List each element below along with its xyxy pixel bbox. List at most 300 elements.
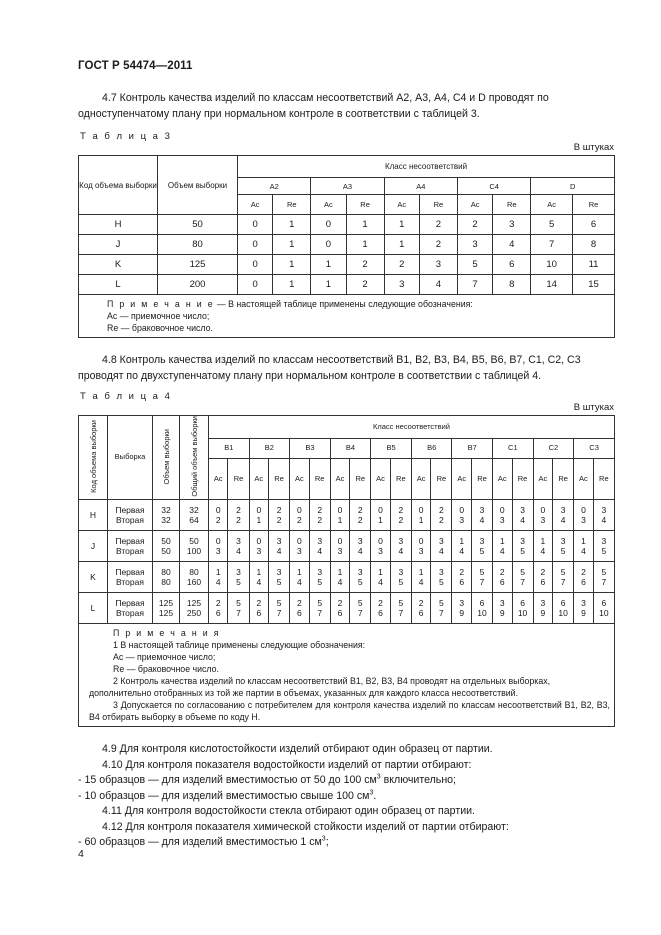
table4-cell-value-second: 4: [499, 546, 505, 557]
table4-cell-value-first: 5: [236, 597, 241, 608]
table4-cell-value-second: 4: [479, 515, 485, 526]
table4-cell-value-first: 2: [297, 597, 302, 608]
table3-cell-value: 4: [419, 275, 457, 295]
table4-cell-value-second: 4: [459, 546, 465, 557]
table4-ac-header: Ac: [411, 458, 430, 500]
table4-class-header: С2: [533, 438, 574, 458]
table4-cell-value-first: 5: [398, 597, 404, 608]
table4-cell-value-first: 2: [378, 597, 383, 608]
table3-cell-value: 6: [573, 215, 615, 235]
table4-cell-value: [350, 500, 371, 531]
table4-cell-value-second: 2: [297, 515, 302, 526]
table4-cell-code: K: [79, 562, 108, 593]
table4-cell-size-first: 125: [158, 597, 174, 608]
table4-cell-value: [431, 500, 452, 531]
table4-cell-value: [309, 562, 330, 593]
table4-cell-value-first: 6: [560, 597, 566, 608]
table3-cell-value: 1: [311, 255, 346, 275]
table4-cell-value-first: 3: [439, 535, 444, 546]
table4-cell-value-second: 7: [317, 608, 323, 619]
table4-cell-value-second: 10: [517, 608, 528, 619]
table3-cell-value: 1: [273, 235, 311, 255]
table4-cell-value: [309, 531, 330, 562]
table4-cell-value-second: 2: [276, 515, 282, 526]
table4-cell-sample-first: Первая: [115, 566, 145, 577]
table3-cell-code: L: [79, 275, 158, 295]
table4-cell-value-first: 1: [418, 566, 424, 577]
table4-cell-value-second: 7: [439, 608, 444, 619]
table4-cell-value-second: 10: [599, 608, 609, 619]
table4-cell-value-first: 3: [520, 504, 525, 515]
table4-cell-value-second: 3: [540, 515, 546, 526]
table4-cell-value-second: 1: [418, 515, 424, 526]
table4-cell-value: [371, 500, 390, 531]
paragraph-4-12-item-a: - 60 образцов — для изделий вместимостью 1 $см^3$;: [78, 835, 329, 848]
table4-cell-value-first: 2: [398, 504, 404, 515]
table4-cell-value: [330, 562, 349, 593]
table4-cell-value-first: 2: [215, 597, 221, 608]
table3-cell-value: 1: [384, 215, 419, 235]
table3-cell-value: 1: [273, 275, 311, 295]
table4-row: [79, 562, 615, 593]
table4-cell-value: [411, 500, 430, 531]
table4-cell-value-first: 0: [418, 535, 424, 546]
table4-cell-size-second: 32: [161, 515, 171, 526]
table3-cell-value: 0: [238, 235, 273, 255]
table4-cell-size-first: 80: [161, 566, 171, 577]
table4-cell-value-first: 1: [459, 535, 465, 546]
table4-cell-sample-second: Вторая: [116, 515, 144, 526]
table4-cell-total-second: 100: [186, 546, 202, 557]
table4-cell-value-first: 0: [215, 504, 221, 515]
table4-cell-value-first: 5: [317, 597, 323, 608]
table3-cell-value: 2: [419, 215, 457, 235]
table4-re-header: Re: [512, 458, 533, 500]
table4-cell-value: [330, 593, 349, 624]
table4-notes: П р и м е ч а н и я 1 В настоящей таблице применены следующие обозначения: Ac — приемочное число; Re — браковочное число. 2 Контроль качества изделий по классам несоответствий В1, В2, В3, В4 проводят на отдельных выборках, дополнительно отобранных из той же партии в объемах, указанных для каждого класса несоответствий. 3 Допускается по согласованию с потребителем для контроля качества изделий по классам несоответствий В1, В2, В3, В4 отбирать выборку в объеме по коду Н.: [79, 624, 615, 727]
table4-class-header: В1: [209, 438, 250, 458]
table4-cell-value-first: 0: [378, 504, 383, 515]
table4-cell-value: [493, 531, 512, 562]
table4-cell-value-first: 2: [317, 504, 323, 515]
table3-cell-value: 7: [457, 275, 492, 295]
table4-cell-value: [290, 593, 309, 624]
table-3: [78, 155, 615, 338]
table4-cell-value-first: 0: [297, 504, 302, 515]
table4-ac-header: Ac: [209, 458, 228, 500]
table4-cell-value-first: 2: [418, 597, 424, 608]
table4-cell-code: H: [79, 500, 108, 531]
table3-cell-value: 2: [346, 255, 384, 275]
table4-cell-total-first: 80: [189, 566, 199, 577]
table3-cell-value: 8: [573, 235, 615, 255]
table4-cell-value: [452, 562, 471, 593]
table4-cell-sample-first: Первая: [115, 535, 145, 546]
table4-cell-value-first: 0: [256, 504, 262, 515]
table4-cell-value: [574, 531, 593, 562]
table4-cell-value-first: 3: [520, 535, 525, 546]
table4-cell-value-first: 3: [398, 566, 404, 577]
table4-cell-value-first: 3: [357, 566, 363, 577]
table4-cell-value-first: 2: [581, 566, 586, 577]
table4-cell-value-first: 5: [601, 566, 607, 577]
table4-cell-value: [452, 593, 471, 624]
table4-re-header: Re: [553, 458, 574, 500]
table4-cell-size: [153, 500, 180, 531]
table3-header-class: Класс несоответствий: [238, 156, 615, 178]
table3-class-header: А2: [238, 178, 311, 195]
paragraph-4-10: 4.10 Для контроля показателя водостойкости изделий от партии отбирают:: [102, 758, 472, 771]
table4-cell-value-second: 7: [560, 577, 566, 588]
table4-cell-value: [269, 500, 290, 531]
table4-units: В штуках: [573, 402, 614, 413]
table4-cell-value: [371, 531, 390, 562]
table4-cell-value-second: 4: [581, 546, 586, 557]
table3-cell-value: 3: [384, 275, 419, 295]
table4-cell-value-first: 1: [256, 566, 262, 577]
table4-cell-value: [228, 531, 249, 562]
table4-cell-value-second: 3: [215, 546, 221, 557]
table4-cell-value-first: 1: [378, 566, 383, 577]
table4-cell-total: [180, 593, 209, 624]
table4-cell-value: [371, 562, 390, 593]
table4-re-header: Re: [269, 458, 290, 500]
table3-caption: Т а б л и ц а 3: [80, 131, 172, 142]
table4-cell-value-first: 3: [479, 535, 485, 546]
paragraph-4-7: 4.7 Контроль качества изделий по классам несоответствий А2, А3, А4, С4 и D проводят по одноступенчатому плану при нормальном контроле в соответствии с таблицей 3.: [78, 92, 549, 120]
table4-cell-sample-first: Первая: [115, 504, 145, 515]
table4-cell-value-second: 4: [317, 546, 323, 557]
table4-cell-value-second: 5: [276, 577, 282, 588]
table4-ac-header: Ac: [371, 458, 390, 500]
table4-cell-value-second: 2: [357, 515, 363, 526]
table4-re-header: Re: [350, 458, 371, 500]
table4-cell-value-second: 3: [256, 546, 262, 557]
table3-cell-value: 3: [493, 215, 531, 235]
table4-cell-value-first: 3: [459, 597, 465, 608]
table3-row: [79, 275, 615, 295]
table4-cell-total-second: 160: [186, 577, 202, 588]
table4-cell-code: L: [79, 593, 108, 624]
table4-re-header: Re: [471, 458, 492, 500]
table4-cell-value: [493, 500, 512, 531]
table4-cell-value: [512, 562, 533, 593]
table4-cell-value-first: 1: [581, 535, 586, 546]
table4-class-header: В7: [452, 438, 493, 458]
table4-class-header: С1: [493, 438, 534, 458]
table4-cell-value-second: 1: [378, 515, 383, 526]
table4-cell-value-second: 3: [418, 546, 424, 557]
table4-cell-value-second: 9: [499, 608, 505, 619]
table4-cell-value: [390, 531, 411, 562]
table4-cell-value-second: 3: [459, 515, 465, 526]
table4-cell-value-second: 3: [378, 546, 383, 557]
table4-cell-value-second: 4: [398, 546, 404, 557]
table4-cell-value-second: 2: [236, 515, 241, 526]
table4-cell-value-second: 2: [439, 515, 444, 526]
table4-cell-value: [452, 531, 471, 562]
table4-cell-value-first: 1: [499, 535, 505, 546]
table3-cell-value: 7: [531, 235, 573, 255]
paragraph-block-4-9: [78, 742, 509, 851]
table4-cell-value-second: 4: [215, 577, 221, 588]
table3-cell-code: H: [79, 215, 158, 235]
table4-cell-value-first: 6: [479, 597, 485, 608]
table4-cell-value: [309, 500, 330, 531]
table3-cell-value: 0: [311, 235, 346, 255]
table4-cell-value-second: 10: [558, 608, 568, 619]
table4-cell-value-second: 7: [236, 608, 241, 619]
table4-cell-value-second: 6: [459, 577, 465, 588]
table3-re-header: Re: [346, 195, 384, 215]
table4-cell-value: [533, 500, 552, 531]
table4-cell-value-first: 3: [276, 535, 282, 546]
table4-cell-value: [330, 500, 349, 531]
table4-cell-value-second: 6: [581, 577, 586, 588]
table4-cell-value-second: 2: [398, 515, 404, 526]
table4-cell-value-first: 5: [276, 597, 282, 608]
table4-cell-value-second: 6: [499, 577, 505, 588]
table4-class-header: В3: [290, 438, 331, 458]
table3-class-header: А3: [311, 178, 384, 195]
table4-cell-value: [309, 593, 330, 624]
paragraph-4-10-item-b: - 10 образцов — для изделий вместимостью свыше 100 $см^3$.: [78, 788, 377, 802]
table4-class-header: В6: [411, 438, 452, 458]
table4-cell-value: [411, 562, 430, 593]
table4-cell-size-second: 80: [161, 577, 171, 588]
table4-cell-value: [290, 500, 309, 531]
table4-cell-value-first: 3: [236, 535, 241, 546]
table4-cell-value-first: 3: [499, 597, 505, 608]
table4-cell-value-first: 3: [236, 566, 241, 577]
table4-cell-value-first: 3: [357, 535, 363, 546]
table4-cell-value: [269, 593, 290, 624]
table3-ac-header: Ac: [457, 195, 492, 215]
table4-cell-value-first: 0: [256, 535, 262, 546]
table3-header-code: Код объема выборки: [79, 156, 158, 215]
table4-cell-value: [390, 500, 411, 531]
table4-cell-value-second: 5: [601, 546, 607, 557]
table4-cell-value: [593, 500, 614, 531]
paragraph-4-11: 4.11 Для контроля водостойкости стекла отбирают один образец от партии.: [102, 805, 475, 817]
table4-cell-value-first: 0: [378, 535, 383, 546]
table4-cell-value-first: 0: [459, 504, 465, 515]
table4-cell-value: [228, 562, 249, 593]
table4-cell-value-first: 3: [439, 566, 444, 577]
table4-cell-value-second: 4: [601, 515, 607, 526]
table4-cell-value: [493, 593, 512, 624]
table3-note: П р и м е ч а н и е — В настоящей таблице применены следующие обозначения: Ac — приемочное число; Re — браковочное число.: [79, 295, 615, 338]
table4-cell-size-second: 125: [158, 608, 174, 619]
table4-cell-value-second: 3: [581, 515, 586, 526]
document-header: ГОСТ Р 54474—2011: [78, 60, 193, 72]
table4-header-class: Класс несоответствий: [209, 416, 615, 439]
table4-cell-value: [471, 593, 492, 624]
table4-cell-value-first: 2: [540, 566, 546, 577]
table4-cell-value: [471, 531, 492, 562]
table4-cell-value-first: 1: [215, 566, 221, 577]
table3-ac-header: Ac: [384, 195, 419, 215]
table3-class-header: D: [531, 178, 615, 195]
table3-cell-size: 50: [158, 215, 238, 235]
table4-cell-value-first: 0: [418, 504, 424, 515]
table4-cell-total: [180, 500, 209, 531]
table4-cell-value: [249, 500, 268, 531]
table4-cell-value: [269, 531, 290, 562]
table4-cell-value-second: 5: [236, 577, 241, 588]
paragraph-4-9: 4.9 Для контроля кислотостойкости изделий отбирают один образец от партии.: [102, 743, 493, 755]
table4-cell-value-first: 3: [560, 535, 566, 546]
table4-cell-value: [350, 531, 371, 562]
table4-class-header: В4: [330, 438, 371, 458]
table4-re-header: Re: [228, 458, 249, 500]
table4-cell-value-first: 5: [520, 566, 525, 577]
table4-cell-value-first: 2: [256, 597, 262, 608]
table4-cell-value-first: 5: [357, 597, 363, 608]
table4-cell-total-second: 250: [186, 608, 202, 619]
table4-row: [79, 531, 615, 562]
table4-cell-value: [553, 562, 574, 593]
table3-cell-value: 0: [238, 275, 273, 295]
table4-ac-header: Ac: [290, 458, 309, 500]
table4-cell-value-first: 2: [459, 566, 465, 577]
table4-cell-value-first: 6: [520, 597, 525, 608]
table4-cell-value: [593, 593, 614, 624]
table3-cell-value: 3: [419, 255, 457, 275]
paragraph-4-8: 4.8 Контроль качества изделий по классам несоответствий В1, В2, В3, В4, В5, В6, В7, С1, С2, С3 проводят по двухступенчатому плану при нормальном контроле в соответствии с таблицей 4.: [78, 354, 581, 382]
table4-cell-value-second: 5: [520, 546, 525, 557]
table4-cell-size-first: 32: [161, 504, 171, 515]
table4-cell-sample: [108, 500, 153, 531]
table4-cell-value-first: 0: [499, 504, 505, 515]
table4-cell-value-first: 3: [601, 535, 607, 546]
table4-cell-value-second: 5: [398, 577, 404, 588]
table3-ac-header: Ac: [311, 195, 346, 215]
table3-cell-size: 200: [158, 275, 238, 295]
table4-re-header: Re: [309, 458, 330, 500]
table4-cell-total-first: 32: [189, 504, 199, 515]
table4-cell-value-first: 2: [357, 504, 363, 515]
table3-cell-value: 2: [457, 215, 492, 235]
table4-cell-value-second: 1: [256, 515, 262, 526]
table4-cell-value: [350, 562, 371, 593]
table4-cell-value: [209, 500, 228, 531]
table4-cell-value: [553, 531, 574, 562]
table4-cell-value-second: 4: [520, 515, 525, 526]
table4-cell-value: [390, 562, 411, 593]
table4-cell-value-first: 3: [601, 504, 607, 515]
table4-cell-value: [431, 562, 452, 593]
table4-row: [79, 500, 615, 531]
table3-cell-value: 11: [573, 255, 615, 275]
table4-cell-value-first: 2: [439, 504, 444, 515]
table4-cell-value-first: 1: [337, 566, 343, 577]
table3-cell-value: 0: [311, 215, 346, 235]
table4-cell-value-second: 6: [297, 608, 302, 619]
table4-cell-value-second: 7: [601, 577, 607, 588]
table4-cell-value: [533, 593, 552, 624]
table3-class-header: С4: [457, 178, 530, 195]
table3-cell-value: 1: [311, 275, 346, 295]
table3-cell-code: K: [79, 255, 158, 275]
table4-cell-code: J: [79, 531, 108, 562]
table4-cell-value-second: 1: [337, 515, 343, 526]
table4-cell-value: [350, 593, 371, 624]
table4-cell-value-second: 7: [276, 608, 282, 619]
table4-cell-value: [512, 531, 533, 562]
table3-cell-code: J: [79, 235, 158, 255]
table3-re-header: Re: [573, 195, 615, 215]
table4-cell-value-second: 9: [581, 608, 586, 619]
table4-cell-value-first: 0: [540, 504, 546, 515]
table4-cell-value-first: 1: [297, 566, 302, 577]
table4-cell-value-second: 3: [337, 546, 343, 557]
table4-cell-value-second: 10: [477, 608, 487, 619]
table4-re-header: Re: [390, 458, 411, 500]
table4-cell-value-first: 0: [337, 504, 343, 515]
table3-re-header: Re: [493, 195, 531, 215]
table4-ac-header: Ac: [493, 458, 512, 500]
table4-cell-value-first: 3: [317, 566, 323, 577]
table4-cell-size: [153, 562, 180, 593]
table4-cell-value-second: 2: [215, 515, 221, 526]
table3-re-header: Re: [419, 195, 457, 215]
table4-cell-value: [411, 593, 430, 624]
table4-cell-value-second: 5: [439, 577, 444, 588]
table4-cell-value-second: 7: [520, 577, 525, 588]
table4-cell-value: [249, 593, 268, 624]
table4-cell-value: [574, 500, 593, 531]
table3-ac-header: Ac: [238, 195, 273, 215]
table3-cell-value: 1: [346, 215, 384, 235]
table4-re-header: Re: [431, 458, 452, 500]
table4-cell-value-second: 4: [276, 546, 282, 557]
table4-cell-value: [209, 593, 228, 624]
table3-row: [79, 255, 615, 275]
table4-cell-sample-second: Вторая: [116, 608, 144, 619]
table4-cell-value-second: 7: [357, 608, 363, 619]
table-4: [78, 415, 615, 727]
table4-ac-header: Ac: [574, 458, 593, 500]
table4-cell-value-second: 9: [540, 608, 546, 619]
table4-ac-header: Ac: [330, 458, 349, 500]
table3-row: [79, 235, 615, 255]
paragraph-4-10-item-a: - 15 образцов — для изделий вместимостью от 50 до 100 $см^3$ включительно;: [78, 773, 457, 786]
table4-cell-value: [290, 531, 309, 562]
table4-cell-sample-second: Вторая: [116, 577, 144, 588]
table4-cell-value-second: 5: [479, 546, 485, 557]
table4-cell-value: [593, 531, 614, 562]
table4-cell-value-second: 3: [297, 546, 302, 557]
table4-cell-value-second: 6: [540, 577, 546, 588]
table4-cell-value-first: 2: [337, 597, 343, 608]
table4-caption: Т а б л и ц а 4: [80, 391, 172, 402]
table4-cell-value-second: 6: [378, 608, 383, 619]
table4-cell-value: [533, 531, 552, 562]
table3-cell-value: 5: [457, 255, 492, 275]
table4-cell-value-first: 3: [276, 566, 282, 577]
table4-cell-value: [553, 593, 574, 624]
table3-cell-value: 1: [384, 235, 419, 255]
table4-cell-value-first: 2: [236, 504, 241, 515]
table4-re-header: Re: [593, 458, 614, 500]
table4-cell-value-first: 0: [581, 504, 586, 515]
table4-cell-value: [574, 593, 593, 624]
table4-class-header: С3: [574, 438, 615, 458]
table4-cell-value-second: 6: [215, 608, 221, 619]
table4-cell-value-second: 6: [418, 608, 424, 619]
table4-cell-total-first: 50: [189, 535, 199, 546]
